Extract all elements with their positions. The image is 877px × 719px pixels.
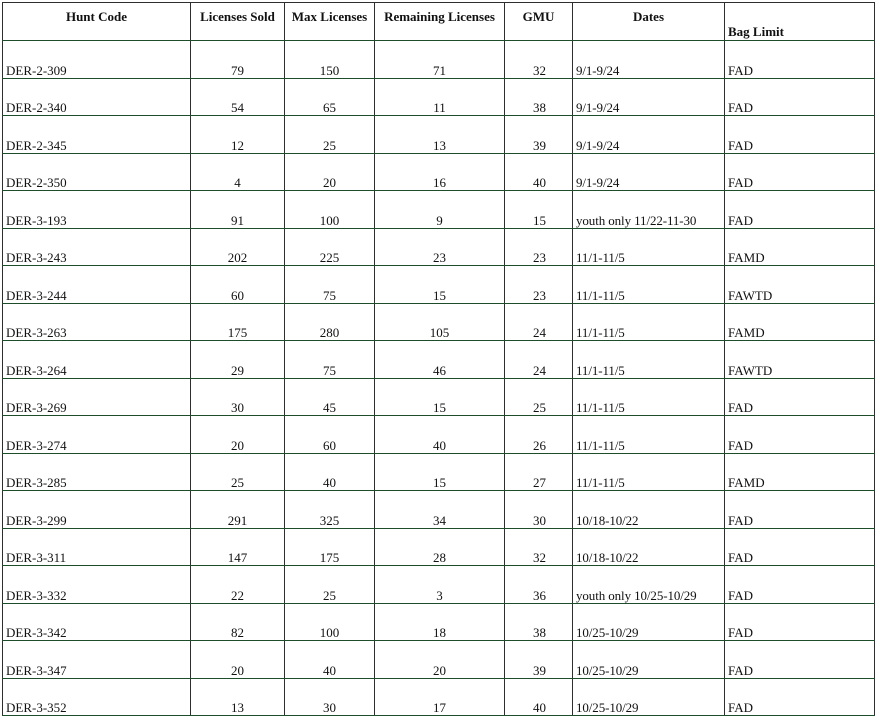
cell-max-licenses: 25 <box>285 116 375 154</box>
cell-licenses-sold: 13 <box>191 678 285 716</box>
cell-max-licenses: 150 <box>285 41 375 79</box>
cell-hunt-code: DER-3-193 <box>3 191 191 229</box>
cell-max-licenses: 40 <box>285 453 375 491</box>
hunt-licenses-table <box>2 2 875 716</box>
cell-max-licenses: 20 <box>285 153 375 191</box>
cell-hunt-code: DER-3-342 <box>3 603 191 641</box>
cell-remaining-licenses: 11 <box>375 78 505 116</box>
cell-dates: 11/1-11/5 <box>573 416 725 454</box>
cell-licenses-sold: 12 <box>191 116 285 154</box>
cell-gmu: 32 <box>505 528 573 566</box>
cell-remaining-licenses: 23 <box>375 228 505 266</box>
cell-dates: youth only 11/22-11-30 <box>573 191 725 229</box>
table-row <box>3 603 875 641</box>
cell-licenses-sold: 20 <box>191 416 285 454</box>
cell-remaining-licenses: 17 <box>375 678 505 716</box>
cell-licenses-sold: 91 <box>191 191 285 229</box>
cell-bag-limit: FAD <box>725 416 875 454</box>
cell-bag-limit: FAD <box>725 641 875 679</box>
cell-max-licenses: 30 <box>285 678 375 716</box>
cell-max-licenses: 60 <box>285 416 375 454</box>
cell-max-licenses: 65 <box>285 78 375 116</box>
cell-bag-limit: FAD <box>725 566 875 604</box>
cell-remaining-licenses: 15 <box>375 453 505 491</box>
cell-hunt-code: DER-3-264 <box>3 341 191 379</box>
cell-max-licenses: 100 <box>285 191 375 229</box>
header-max-licenses: Max Licenses <box>285 3 375 41</box>
cell-remaining-licenses: 9 <box>375 191 505 229</box>
cell-bag-limit: FAD <box>725 191 875 229</box>
table-row <box>3 228 875 266</box>
cell-max-licenses: 40 <box>285 641 375 679</box>
cell-dates: 11/1-11/5 <box>573 303 725 341</box>
cell-bag-limit: FAD <box>725 678 875 716</box>
table-row <box>3 341 875 379</box>
cell-hunt-code: DER-2-350 <box>3 153 191 191</box>
cell-licenses-sold: 60 <box>191 266 285 304</box>
cell-hunt-code: DER-3-244 <box>3 266 191 304</box>
cell-max-licenses: 25 <box>285 566 375 604</box>
cell-gmu: 30 <box>505 491 573 529</box>
header-bag-limit: Bag Limit <box>725 3 875 41</box>
table-row <box>3 491 875 529</box>
cell-bag-limit: FAWTD <box>725 341 875 379</box>
cell-hunt-code: DER-3-332 <box>3 566 191 604</box>
cell-gmu: 38 <box>505 78 573 116</box>
cell-remaining-licenses: 40 <box>375 416 505 454</box>
cell-hunt-code: DER-3-269 <box>3 378 191 416</box>
header-gmu: GMU <box>505 3 573 41</box>
cell-bag-limit: FAD <box>725 78 875 116</box>
cell-hunt-code: DER-3-347 <box>3 641 191 679</box>
header-remaining-licenses: Remaining Licenses <box>375 3 505 41</box>
table-row <box>3 453 875 491</box>
cell-licenses-sold: 147 <box>191 528 285 566</box>
header-licenses-sold: Licenses Sold <box>191 3 285 41</box>
cell-dates: 11/1-11/5 <box>573 453 725 491</box>
cell-bag-limit: FAMD <box>725 228 875 266</box>
cell-max-licenses: 100 <box>285 603 375 641</box>
cell-remaining-licenses: 71 <box>375 41 505 79</box>
cell-dates: 11/1-11/5 <box>573 341 725 379</box>
cell-remaining-licenses: 13 <box>375 116 505 154</box>
cell-dates: 9/1-9/24 <box>573 153 725 191</box>
cell-dates: 10/25-10/29 <box>573 603 725 641</box>
table-row <box>3 41 875 79</box>
table-row <box>3 641 875 679</box>
cell-bag-limit: FAD <box>725 378 875 416</box>
cell-max-licenses: 225 <box>285 228 375 266</box>
cell-remaining-licenses: 3 <box>375 566 505 604</box>
cell-gmu: 24 <box>505 303 573 341</box>
cell-dates: youth only 10/25-10/29 <box>573 566 725 604</box>
cell-max-licenses: 280 <box>285 303 375 341</box>
cell-remaining-licenses: 15 <box>375 266 505 304</box>
cell-max-licenses: 175 <box>285 528 375 566</box>
table-row <box>3 266 875 304</box>
cell-hunt-code: DER-3-274 <box>3 416 191 454</box>
cell-bag-limit: FAD <box>725 153 875 191</box>
cell-licenses-sold: 202 <box>191 228 285 266</box>
cell-licenses-sold: 4 <box>191 153 285 191</box>
table-row <box>3 678 875 716</box>
cell-dates: 10/25-10/29 <box>573 678 725 716</box>
cell-bag-limit: FAD <box>725 491 875 529</box>
cell-gmu: 25 <box>505 378 573 416</box>
header-row <box>3 3 875 41</box>
table-row <box>3 528 875 566</box>
cell-dates: 11/1-11/5 <box>573 378 725 416</box>
cell-remaining-licenses: 34 <box>375 491 505 529</box>
table-row <box>3 153 875 191</box>
cell-gmu: 38 <box>505 603 573 641</box>
cell-licenses-sold: 30 <box>191 378 285 416</box>
cell-hunt-code: DER-2-340 <box>3 78 191 116</box>
cell-dates: 10/25-10/29 <box>573 641 725 679</box>
cell-gmu: 39 <box>505 116 573 154</box>
table-body <box>3 41 875 716</box>
cell-bag-limit: FAD <box>725 528 875 566</box>
cell-remaining-licenses: 46 <box>375 341 505 379</box>
cell-remaining-licenses: 28 <box>375 528 505 566</box>
cell-max-licenses: 75 <box>285 341 375 379</box>
table-row <box>3 303 875 341</box>
cell-gmu: 24 <box>505 341 573 379</box>
table-row <box>3 566 875 604</box>
cell-hunt-code: DER-2-309 <box>3 41 191 79</box>
cell-hunt-code: DER-3-311 <box>3 528 191 566</box>
header-dates: Dates <box>573 3 725 41</box>
cell-bag-limit: FAD <box>725 41 875 79</box>
cell-licenses-sold: 25 <box>191 453 285 491</box>
cell-hunt-code: DER-3-299 <box>3 491 191 529</box>
table-row <box>3 191 875 229</box>
cell-gmu: 36 <box>505 566 573 604</box>
cell-bag-limit: FAD <box>725 116 875 154</box>
cell-dates: 10/18-10/22 <box>573 528 725 566</box>
cell-max-licenses: 325 <box>285 491 375 529</box>
table-row <box>3 78 875 116</box>
cell-gmu: 15 <box>505 191 573 229</box>
cell-max-licenses: 75 <box>285 266 375 304</box>
cell-hunt-code: DER-3-285 <box>3 453 191 491</box>
cell-hunt-code: DER-3-243 <box>3 228 191 266</box>
cell-bag-limit: FAMD <box>725 303 875 341</box>
cell-dates: 11/1-11/5 <box>573 228 725 266</box>
cell-gmu: 39 <box>505 641 573 679</box>
cell-gmu: 40 <box>505 153 573 191</box>
cell-licenses-sold: 175 <box>191 303 285 341</box>
cell-dates: 9/1-9/24 <box>573 78 725 116</box>
header-hunt-code: Hunt Code <box>3 3 191 41</box>
table-row <box>3 116 875 154</box>
cell-bag-limit: FAD <box>725 603 875 641</box>
cell-dates: 11/1-11/5 <box>573 266 725 304</box>
cell-max-licenses: 45 <box>285 378 375 416</box>
cell-licenses-sold: 29 <box>191 341 285 379</box>
cell-remaining-licenses: 20 <box>375 641 505 679</box>
table-row <box>3 378 875 416</box>
cell-hunt-code: DER-3-352 <box>3 678 191 716</box>
cell-bag-limit: FAWTD <box>725 266 875 304</box>
cell-remaining-licenses: 105 <box>375 303 505 341</box>
cell-remaining-licenses: 16 <box>375 153 505 191</box>
cell-licenses-sold: 82 <box>191 603 285 641</box>
cell-gmu: 26 <box>505 416 573 454</box>
cell-remaining-licenses: 18 <box>375 603 505 641</box>
cell-dates: 10/18-10/22 <box>573 491 725 529</box>
cell-remaining-licenses: 15 <box>375 378 505 416</box>
cell-gmu: 27 <box>505 453 573 491</box>
cell-dates: 9/1-9/24 <box>573 116 725 154</box>
cell-licenses-sold: 79 <box>191 41 285 79</box>
cell-gmu: 40 <box>505 678 573 716</box>
cell-dates: 9/1-9/24 <box>573 41 725 79</box>
cell-hunt-code: DER-2-345 <box>3 116 191 154</box>
cell-licenses-sold: 20 <box>191 641 285 679</box>
cell-gmu: 32 <box>505 41 573 79</box>
cell-gmu: 23 <box>505 266 573 304</box>
cell-bag-limit: FAMD <box>725 453 875 491</box>
cell-licenses-sold: 54 <box>191 78 285 116</box>
cell-gmu: 23 <box>505 228 573 266</box>
cell-licenses-sold: 22 <box>191 566 285 604</box>
cell-licenses-sold: 291 <box>191 491 285 529</box>
cell-hunt-code: DER-3-263 <box>3 303 191 341</box>
table-row <box>3 416 875 454</box>
